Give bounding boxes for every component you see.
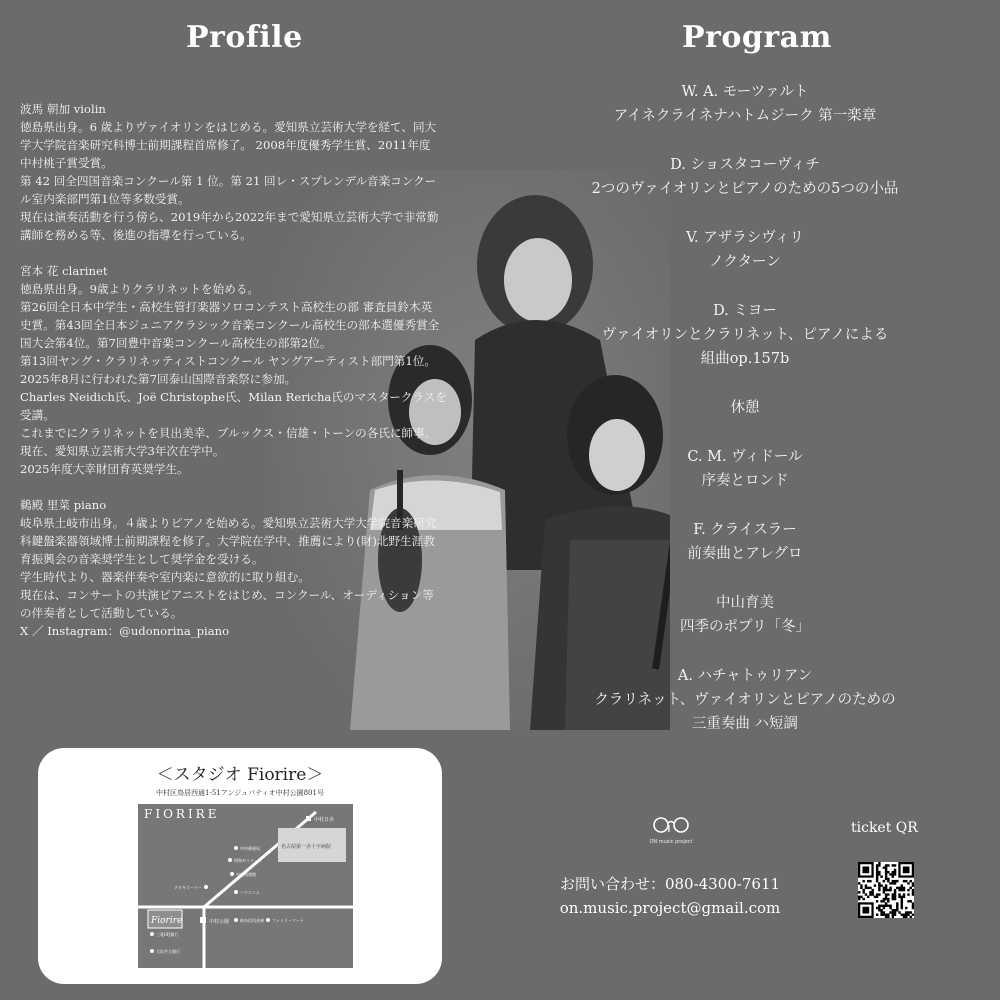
program-item bbox=[560, 299, 930, 371]
profile-heading: Profile bbox=[186, 20, 303, 55]
poi-label: 中村郵便局 bbox=[240, 846, 260, 851]
profile-section bbox=[20, 100, 470, 658]
profile-line: 2025年度大幸財団育英奨学生。 bbox=[20, 462, 189, 476]
poi-dot bbox=[230, 872, 234, 876]
profile-line: ル室内楽部門第1位等多数受賞。 bbox=[20, 192, 190, 206]
piece: 四季のポプリ「冬」 bbox=[680, 619, 810, 635]
profile-line: 史賞。第43回全日本ジュニアクラシック音楽コンクール高校生の部本選優秀賞全 bbox=[20, 318, 440, 332]
profile-line: 波馬 朝加 violin bbox=[20, 102, 106, 116]
map-header: FIORIRE bbox=[144, 807, 220, 821]
program-item bbox=[560, 518, 930, 566]
station-icon bbox=[306, 816, 311, 821]
profile-line: 現在、愛知県立芸術大学3年次在学中。 bbox=[20, 444, 225, 458]
poi-dot bbox=[266, 918, 270, 922]
profile-line: 第 42 回全四国音楽コンクール第 1 位。第 21 回レ・スプレンデル音楽コンクー bbox=[20, 174, 437, 188]
sns-link[interactable]: X ／ Instagram：@udonorina_piano bbox=[20, 624, 230, 638]
poi-label: 岐阜信用金庫 bbox=[240, 918, 264, 923]
poi-label: 三菱UFJ銀行 bbox=[156, 932, 179, 937]
program-item bbox=[560, 591, 930, 639]
composer: D. ミヨー bbox=[713, 303, 777, 319]
profile-line: の伴奏者として活動している。 bbox=[20, 606, 183, 620]
poi-label: 大垣共立銀行 bbox=[156, 949, 180, 954]
profile-line: 宮本 花 clarinet bbox=[20, 264, 108, 278]
station-bottom-label: 中村公園 bbox=[209, 919, 230, 925]
profile-line: 第13回ヤング・クラリネッティストコンクール ヤングアーティスト部門第1位。 bbox=[20, 354, 436, 368]
profile-line: 科鍵盤楽器領域博士前期課程を修了。大学院在学中、推薦により(財)北野生涯教 bbox=[20, 534, 435, 548]
contact-email[interactable]: on.music.project@gmail.com bbox=[559, 899, 781, 917]
poi-dot bbox=[228, 858, 232, 862]
poi-label: ハウスコム bbox=[240, 890, 260, 895]
poi-dot bbox=[150, 932, 154, 936]
profile-line: 育振興会の音楽奨学生として奨学金を受ける。 bbox=[20, 552, 264, 566]
venue-address: 中村区鳥居西通1-51アンジュパティオ中村公園801号 bbox=[156, 789, 324, 797]
venue-name: ＜スタジオ Fiorire＞ bbox=[156, 765, 324, 785]
profile-line: 現在は演奏活動を行う傍ら、2019年から2022年まで愛知県立芸術大学で非常勤 bbox=[20, 210, 439, 224]
hospital-label: 名古屋第一赤十字病院 bbox=[281, 844, 332, 850]
program-item bbox=[560, 445, 930, 493]
piece: アイネクライネナハトムジーク 第一楽章 bbox=[613, 108, 877, 124]
profile-line: 学生時代より、器楽伴奏や室内楽に意欲的に取り組む。 bbox=[20, 570, 310, 584]
profile-line: これまでにクラリネットを貝出美幸、ブルックス・信雄・トーンの各氏に師事。 bbox=[20, 426, 437, 440]
profile-line: 徳島県出身。9歳よりクラリネットを始める。 bbox=[20, 282, 260, 296]
poi-label: 中村図書館 bbox=[236, 872, 256, 877]
composer: A. ハチャトゥリアン bbox=[677, 668, 813, 684]
on-music-project-logo bbox=[646, 814, 696, 845]
station-icon bbox=[200, 917, 206, 923]
piece: ヴァイオリンとクラリネット、ピアノによる bbox=[601, 327, 889, 343]
profile-line: 国大会第4位。第7回豊中音楽コンクール高校生の部第2位。 bbox=[20, 336, 332, 350]
piece: 序奏とロンド bbox=[701, 473, 789, 489]
profile-line: Charles Neidich氏、Joë Christophe氏、Milan Rericha氏のマスタークラスを bbox=[20, 390, 447, 404]
profile-line: 講師を務める等、後進の指導を行っている。 bbox=[20, 228, 252, 242]
composer: C. M. ヴィドール bbox=[687, 449, 803, 465]
piece: 組曲op.157b bbox=[700, 351, 790, 367]
piece: 2つのヴァイオリンとピアノのための5つの小品 bbox=[591, 181, 899, 197]
logo-text: ON music project bbox=[649, 839, 693, 845]
contact-phone[interactable]: お問い合わせ：080-4300-7611 bbox=[559, 875, 781, 893]
poi-label: 明和ゼミナール bbox=[234, 858, 262, 863]
poi-dot bbox=[150, 949, 154, 953]
composer: W. A. モーツァルト bbox=[681, 84, 809, 100]
profile-line: 第26回全日本中学生・高校生管打楽器ソロコンテスト高校生の部 審査員鈴木英 bbox=[20, 300, 433, 314]
venue-card bbox=[38, 748, 442, 984]
intermission-label: 休憩 bbox=[730, 400, 760, 416]
venue-map[interactable] bbox=[138, 804, 353, 968]
piece: 三重奏曲 ハ短調 bbox=[691, 716, 799, 732]
program-item bbox=[560, 153, 930, 201]
studio-label: Fiorire bbox=[151, 916, 183, 926]
piece: 前奏曲とアレグロ bbox=[687, 546, 803, 562]
profile-line: 岐阜県土岐市出身。４歳よりピアノを始める。愛知県立芸術大学大学院音楽研究 bbox=[20, 516, 437, 530]
qr-code-icon bbox=[858, 862, 914, 918]
glasses-logo-icon bbox=[649, 814, 693, 834]
profile-line: 鵜殿 里菜 piano bbox=[20, 498, 107, 512]
profile-line: 学大学院音楽研究科博士前期課程首席修了。 2008年度優秀学生賞、2011年度 bbox=[20, 138, 431, 152]
profile-line: 2025年8月に行われた第7回泰山国際音楽祭に参加。 bbox=[20, 372, 297, 386]
station-top-label: 中村日赤 bbox=[314, 817, 335, 823]
profile-line: 徳島県出身。6 歳よりヴァイオリンをはじめる。愛知県立芸術大学を経て、同大 bbox=[20, 120, 437, 134]
profile-line: 受講。 bbox=[20, 408, 55, 422]
program-heading: Program bbox=[682, 20, 832, 55]
composer: V. アザラシヴィリ bbox=[686, 230, 804, 246]
composer: F. クライスラー bbox=[693, 522, 797, 538]
program-item bbox=[560, 664, 930, 736]
contact-info bbox=[540, 872, 800, 920]
profile-violin bbox=[20, 100, 470, 244]
poi-dot bbox=[204, 885, 208, 889]
poi-label: アオキスーパー bbox=[174, 885, 202, 890]
piece: ノクターン bbox=[709, 254, 781, 270]
composer: 中山育美 bbox=[716, 595, 774, 611]
profile-piano bbox=[20, 496, 470, 640]
ticket-qr-code[interactable] bbox=[858, 862, 914, 918]
poi-dot bbox=[234, 846, 238, 850]
intermission bbox=[560, 396, 930, 420]
program-item bbox=[560, 80, 930, 128]
piece: クラリネット、ヴァイオリンとピアノのための bbox=[594, 692, 896, 708]
program-list bbox=[560, 80, 930, 761]
ticket-qr-label: ticket QR bbox=[851, 820, 918, 836]
poi-dot bbox=[234, 890, 238, 894]
profile-line: 中村桃子賞受賞。 bbox=[20, 156, 113, 170]
profile-line: 現在は、コンサートの共演ピアニストをはじめ、コンクール、オーディション等 bbox=[20, 588, 434, 602]
poi-dot bbox=[234, 918, 238, 922]
poi-label: ファミリーマート bbox=[272, 918, 304, 923]
program-item bbox=[560, 226, 930, 274]
profile-clarinet bbox=[20, 262, 470, 478]
composer: D. ショスタコーヴィチ bbox=[670, 157, 820, 173]
